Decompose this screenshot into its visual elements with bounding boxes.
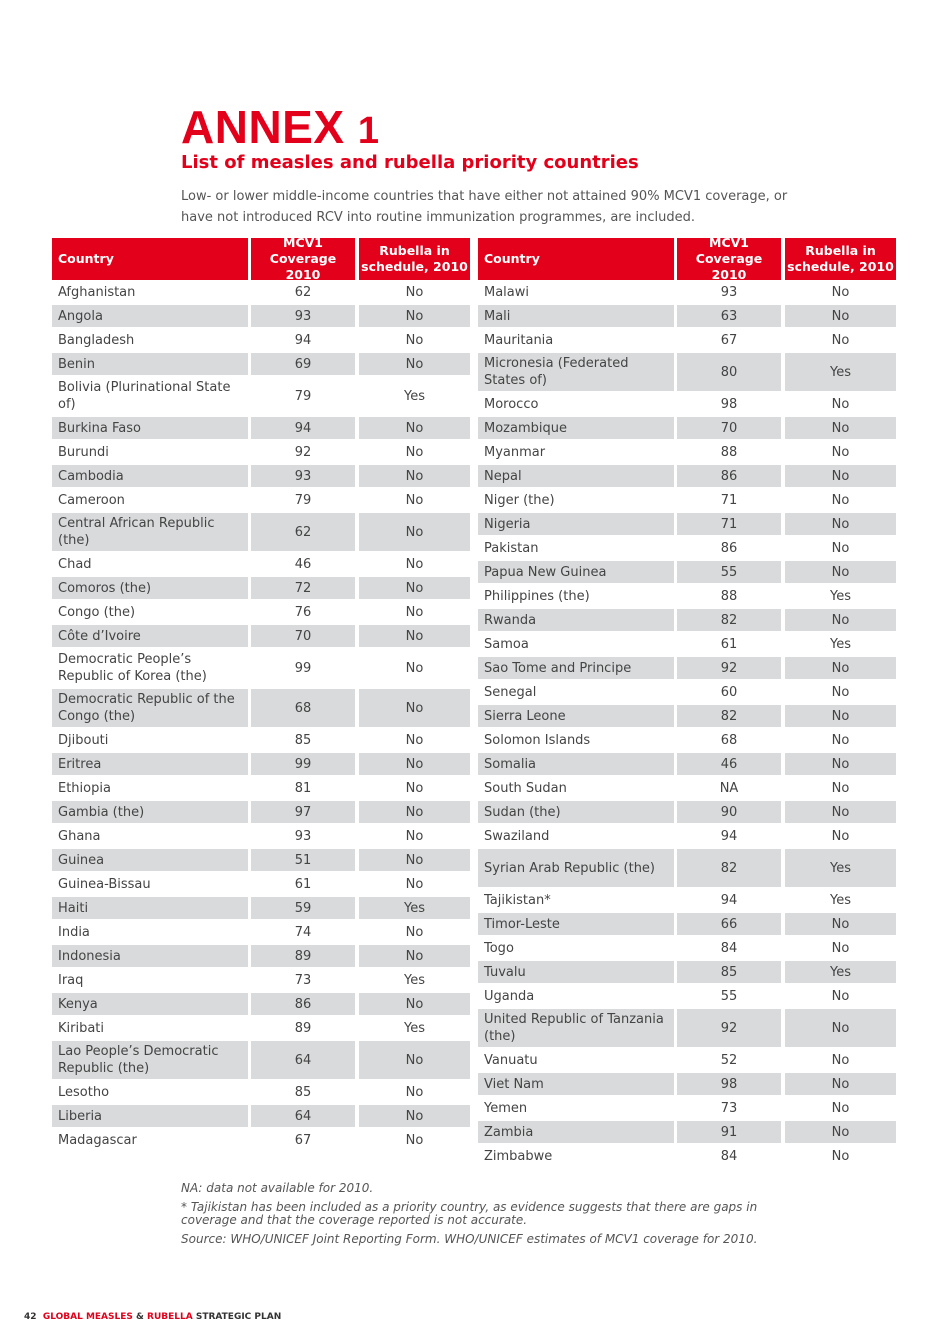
mcv1-cell: 79 (294, 492, 312, 508)
country-cell: Democratic People’s Republic of Korea (the) (58, 652, 207, 684)
header-mcv1: MCV1 Coverage 2010 (677, 238, 781, 280)
rubella-cell: No (831, 444, 850, 460)
country-cell: Zambia (478, 1121, 674, 1143)
mcv1-cell: 85 (294, 1084, 312, 1100)
table-row (52, 729, 472, 751)
note-source: Source: WHO/UNICEF Joint Reporting Form. WHO/UNICEF estimates of MCV1 coverage for 2010. (181, 1232, 758, 1246)
mcv1-cell: 71 (720, 492, 738, 508)
table-row (478, 1145, 898, 1167)
mcv1-cell: 64 (251, 1105, 355, 1127)
rubella-cell: No (785, 753, 896, 775)
country-cell: Zimbabwe (484, 1148, 553, 1164)
rubella-cell: Yes (830, 588, 851, 604)
mcv1-cell: 99 (251, 753, 355, 775)
rubella-cell: No (359, 945, 470, 967)
rubella-cell: No (359, 353, 470, 375)
country-cell: Timor-Leste (478, 913, 674, 935)
country-cell: Côte d’Ivoire (52, 625, 248, 647)
table-row (478, 849, 898, 887)
table-row (478, 1009, 898, 1047)
country-cell: Yemen (484, 1100, 528, 1116)
country-cell: Haiti (52, 897, 248, 919)
country-cell: Iraq (58, 972, 84, 988)
header-mcv1: MCV1 Coverage 2010 (251, 238, 355, 280)
country-cell: Afghanistan (58, 284, 136, 300)
country-cell: Gambia (the) (52, 801, 248, 823)
country-cell: Pakistan (484, 540, 539, 556)
mcv1-cell: 93 (251, 465, 355, 487)
mcv1-cell: 94 (251, 417, 355, 439)
mcv1-cell: 89 (294, 1020, 312, 1036)
rubella-cell: No (785, 1121, 896, 1143)
mcv1-cell: 86 (720, 540, 738, 556)
rubella-cell: Yes (404, 1020, 425, 1036)
table-row (52, 649, 472, 687)
table-row (52, 1017, 472, 1039)
header-country: Country (52, 238, 248, 280)
mcv1-cell: 66 (677, 913, 781, 935)
mcv1-cell: 94 (720, 892, 738, 908)
mcv1-cell: 59 (251, 897, 355, 919)
mcv1-cell: 82 (677, 849, 781, 887)
country-cell: Burkina Faso (52, 417, 248, 439)
rubella-cell: No (831, 396, 850, 412)
country-cell: Samoa (484, 636, 529, 652)
table-row (478, 801, 898, 823)
footnotes (181, 1182, 781, 1252)
rubella-cell: No (785, 417, 896, 439)
header-rubella: Rubella in schedule, 2010 (785, 238, 896, 280)
country-cell: Vanuatu (484, 1052, 538, 1068)
rubella-cell: No (785, 465, 896, 487)
intro-paragraph: Low- or lower middle-income countries that have either not attained 90% MCV1 coverage, or have not introduced RCV into routine immunization programmes, are included. (181, 189, 788, 225)
rubella-cell: No (831, 1148, 850, 1164)
rubella-cell: No (405, 1084, 424, 1100)
country-cell: Viet Nam (478, 1073, 674, 1095)
rubella-cell: No (831, 684, 850, 700)
country-cell: Syrian Arab Republic (the) (478, 849, 674, 887)
mcv1-cell: 94 (294, 332, 312, 348)
rubella-cell: No (359, 753, 470, 775)
mcv1-cell: 63 (677, 305, 781, 327)
rubella-cell: Yes (404, 972, 425, 988)
country-cell: Uganda (484, 988, 535, 1004)
country-cell: Cambodia (52, 465, 248, 487)
rubella-cell: No (785, 657, 896, 679)
mcv1-cell: NA (719, 780, 739, 796)
country-cell: Benin (52, 353, 248, 375)
rubella-cell: No (359, 1105, 470, 1127)
rubella-cell: No (359, 1041, 470, 1079)
table-row (52, 1081, 472, 1103)
mcv1-cell: 94 (720, 828, 738, 844)
country-cell: Swaziland (484, 828, 550, 844)
country-cell: Chad (58, 556, 92, 572)
annex-number: 1 (357, 110, 380, 152)
mcv1-cell: 68 (720, 732, 738, 748)
country-cell: South Sudan (484, 780, 567, 796)
country-cell: Guinea (52, 849, 248, 871)
table-row (52, 1105, 472, 1127)
mcv1-cell: 89 (251, 945, 355, 967)
rubella-cell: No (359, 577, 470, 599)
table-row (52, 993, 472, 1015)
table-header (478, 235, 898, 282)
table-row (478, 633, 898, 655)
rubella-cell: Yes (830, 636, 851, 652)
country-cell: Lesotho (58, 1084, 110, 1100)
country-cell: Solomon Islands (484, 732, 591, 748)
table-row (478, 1049, 898, 1071)
table-row (478, 753, 898, 775)
table-row (478, 913, 898, 935)
rubella-cell: No (359, 417, 470, 439)
mcv1-cell: 88 (720, 588, 738, 604)
country-cell: India (58, 924, 90, 940)
mcv1-cell: 86 (677, 465, 781, 487)
page-footer (24, 1312, 281, 1322)
mcv1-cell: 93 (720, 284, 738, 300)
rubella-cell: No (785, 609, 896, 631)
rubella-cell: No (359, 625, 470, 647)
mcv1-cell: 76 (294, 604, 312, 620)
mcv1-cell: 81 (294, 780, 312, 796)
table-row (52, 441, 472, 463)
mcv1-cell: 60 (720, 684, 738, 700)
table-row (478, 1097, 898, 1119)
table-row (52, 825, 472, 847)
mcv1-cell: 68 (251, 689, 355, 727)
table-row (478, 961, 898, 983)
table-row (478, 681, 898, 703)
country-cell: Mauritania (484, 332, 554, 348)
rubella-cell: No (405, 780, 424, 796)
table-row (52, 353, 472, 375)
table-row (52, 689, 472, 727)
mcv1-cell: 98 (677, 1073, 781, 1095)
rubella-cell: No (405, 876, 424, 892)
country-cell: Sierra Leone (478, 705, 674, 727)
rubella-cell: No (405, 444, 424, 460)
country-cell: Tuvalu (478, 961, 674, 983)
table-row (52, 921, 472, 943)
table-row (52, 969, 472, 991)
table-row (52, 873, 472, 895)
table-row (52, 329, 472, 351)
country-cell: Somalia (478, 753, 674, 775)
mcv1-cell: 46 (294, 556, 312, 572)
table-row (52, 1129, 472, 1151)
page-subtitle: List of measles and rubella priority countries (181, 152, 639, 173)
country-cell: Rwanda (478, 609, 674, 631)
mcv1-cell: 67 (294, 1132, 312, 1148)
rubella-cell: No (831, 1100, 850, 1116)
mcv1-cell: 61 (294, 876, 312, 892)
country-cell: Djibouti (58, 732, 109, 748)
country-cell: Philippines (the) (484, 588, 590, 604)
mcv1-cell: 99 (294, 660, 312, 676)
table-row (478, 609, 898, 631)
country-cell: Democratic Republic of the Congo (the) (52, 689, 248, 727)
rubella-cell: Yes (785, 849, 896, 887)
country-cell: Eritrea (52, 753, 248, 775)
page-number: 42 (24, 1312, 37, 1322)
rubella-cell: No (785, 913, 896, 935)
mcv1-cell: 67 (720, 332, 738, 348)
rubella-cell: No (831, 940, 850, 956)
mcv1-cell: 98 (720, 396, 738, 412)
country-cell: Senegal (484, 684, 537, 700)
table-row (52, 601, 472, 623)
rubella-cell: No (405, 660, 424, 676)
rubella-cell: No (405, 492, 424, 508)
table-row (478, 305, 898, 327)
table-row (478, 393, 898, 415)
table-row (478, 441, 898, 463)
mcv1-cell: 52 (720, 1052, 738, 1068)
table-row (478, 353, 898, 391)
table-row (478, 513, 898, 535)
table-row (52, 553, 472, 575)
rubella-cell: No (359, 849, 470, 871)
country-cell: United Republic of Tanzania (the) (478, 1009, 674, 1047)
footer-part3: STRATEGIC PLAN (195, 1312, 282, 1322)
mcv1-cell: 73 (720, 1100, 738, 1116)
country-cell: Mozambique (478, 417, 674, 439)
mcv1-cell: 90 (677, 801, 781, 823)
rubella-cell: No (359, 801, 470, 823)
country-cell: Central African Republic (the) (52, 513, 248, 551)
country-cell: Mali (478, 305, 674, 327)
rubella-cell: No (831, 284, 850, 300)
rubella-cell: No (831, 492, 850, 508)
mcv1-cell: 62 (294, 284, 312, 300)
mcv1-cell: 82 (677, 705, 781, 727)
country-cell: Cameroon (58, 492, 125, 508)
table-row (478, 889, 898, 911)
table-row (478, 729, 898, 751)
rubella-cell: No (359, 465, 470, 487)
mcv1-cell: 46 (677, 753, 781, 775)
country-cell: Kenya (52, 993, 248, 1015)
country-cell: Comoros (the) (52, 577, 248, 599)
table-body (478, 281, 898, 1167)
table-row (478, 465, 898, 487)
table-row (478, 537, 898, 559)
table-row (478, 585, 898, 607)
country-cell: Myanmar (484, 444, 546, 460)
footer-amp: & (136, 1312, 144, 1322)
rubella-cell: No (831, 732, 850, 748)
country-cell: Tajikistan* (484, 892, 551, 908)
mcv1-cell: 70 (251, 625, 355, 647)
table-row (52, 801, 472, 823)
rubella-cell: Yes (404, 388, 425, 404)
mcv1-cell: 61 (720, 636, 738, 652)
mcv1-cell: 70 (677, 417, 781, 439)
table-row (52, 577, 472, 599)
table-row (478, 825, 898, 847)
mcv1-cell: 84 (720, 1148, 738, 1164)
rubella-cell: No (359, 513, 470, 551)
footer-part2: RUBELLA (147, 1312, 193, 1322)
rubella-cell: No (359, 993, 470, 1015)
rubella-cell: No (785, 561, 896, 583)
country-cell: Ethiopia (58, 780, 111, 796)
rubella-cell: No (405, 1132, 424, 1148)
mcv1-cell: 80 (677, 353, 781, 391)
rubella-cell: No (405, 284, 424, 300)
rubella-cell: No (359, 305, 470, 327)
rubella-cell: No (359, 689, 470, 727)
mcv1-cell: 85 (677, 961, 781, 983)
rubella-cell: No (785, 801, 896, 823)
country-cell: Sudan (the) (478, 801, 674, 823)
rubella-cell: No (405, 924, 424, 940)
mcv1-cell: 64 (251, 1041, 355, 1079)
annex-word: ANNEX (181, 101, 345, 153)
mcv1-cell: 85 (294, 732, 312, 748)
rubella-cell: No (405, 828, 424, 844)
country-cell: Nigeria (478, 513, 674, 535)
table-row (478, 937, 898, 959)
rubella-cell: Yes (830, 892, 851, 908)
rubella-cell: No (405, 332, 424, 348)
country-cell: Papua New Guinea (478, 561, 674, 583)
country-cell: Niger (the) (484, 492, 555, 508)
table-row (52, 305, 472, 327)
country-cell: Togo (484, 940, 514, 956)
mcv1-cell: 51 (251, 849, 355, 871)
table-row (52, 897, 472, 919)
rubella-cell: No (405, 732, 424, 748)
rubella-cell: No (831, 332, 850, 348)
table-row (478, 329, 898, 351)
table-row (478, 657, 898, 679)
table-row (478, 777, 898, 799)
mcv1-cell: 93 (294, 828, 312, 844)
table-body (52, 281, 472, 1151)
table-header (52, 235, 472, 282)
table-row (478, 705, 898, 727)
note-na: NA: data not available for 2010. (181, 1181, 374, 1195)
rubella-cell: No (831, 1052, 850, 1068)
mcv1-cell: 93 (251, 305, 355, 327)
mcv1-cell: 86 (251, 993, 355, 1015)
mcv1-cell: 92 (677, 657, 781, 679)
table-left (52, 235, 472, 1153)
rubella-cell: No (831, 780, 850, 796)
footer-part1: GLOBAL MEASLES (42, 1312, 133, 1322)
table-row (478, 561, 898, 583)
mcv1-cell: 92 (294, 444, 312, 460)
table-row (52, 849, 472, 871)
mcv1-cell: 97 (251, 801, 355, 823)
table-row (478, 281, 898, 303)
rubella-cell: No (405, 556, 424, 572)
mcv1-cell: 55 (677, 561, 781, 583)
mcv1-cell: 71 (677, 513, 781, 535)
rubella-cell: No (785, 305, 896, 327)
mcv1-cell: 82 (677, 609, 781, 631)
table-row (52, 417, 472, 439)
rubella-cell: No (785, 513, 896, 535)
table-row (52, 377, 472, 415)
mcv1-cell: 91 (677, 1121, 781, 1143)
country-cell: Angola (52, 305, 248, 327)
table-row (52, 625, 472, 647)
country-cell: Morocco (484, 396, 539, 412)
country-cell: Guinea-Bissau (58, 876, 151, 892)
table-row (478, 985, 898, 1007)
rubella-cell: No (405, 604, 424, 620)
country-cell: Micronesia (Federated States of) (478, 353, 674, 391)
rubella-cell: Yes (359, 897, 470, 919)
mcv1-cell: 62 (251, 513, 355, 551)
table-row (52, 281, 472, 303)
table-row (478, 489, 898, 511)
rubella-cell: No (831, 828, 850, 844)
table-row (52, 777, 472, 799)
rubella-cell: Yes (785, 961, 896, 983)
table-row (52, 1041, 472, 1079)
table-row (52, 513, 472, 551)
table-right (478, 235, 898, 1169)
country-cell: Madagascar (58, 1132, 137, 1148)
country-cell: Congo (the) (58, 604, 136, 620)
country-cell: Nepal (478, 465, 674, 487)
rubella-cell: No (785, 1073, 896, 1095)
table-row (52, 465, 472, 487)
mcv1-cell: 79 (294, 388, 312, 404)
country-cell: Lao People’s Democratic Republic (the) (52, 1041, 248, 1079)
mcv1-cell: 72 (251, 577, 355, 599)
country-cell: Bolivia (Plurinational State of) (58, 380, 231, 412)
rubella-cell: No (785, 705, 896, 727)
country-cell: Ghana (58, 828, 101, 844)
mcv1-cell: 92 (677, 1009, 781, 1047)
rubella-cell: No (831, 540, 850, 556)
mcv1-cell: 88 (720, 444, 738, 460)
mcv1-cell: 69 (251, 353, 355, 375)
country-cell: Sao Tome and Principe (478, 657, 674, 679)
table-row (52, 489, 472, 511)
country-cell: Bangladesh (58, 332, 135, 348)
table-row (478, 417, 898, 439)
annex-title (181, 102, 379, 156)
table-row (52, 753, 472, 775)
country-cell: Kiribati (58, 1020, 105, 1036)
note-tajikistan: * Tajikistan has been included as a priority country, as evidence suggests that there are gaps in coverage and that the coverage reported is not accurate. (181, 1200, 758, 1227)
rubella-cell: No (785, 1009, 896, 1047)
country-cell: Indonesia (52, 945, 248, 967)
country-cell: Liberia (52, 1105, 248, 1127)
header-country: Country (478, 238, 674, 280)
rubella-cell: Yes (785, 353, 896, 391)
mcv1-cell: 55 (720, 988, 738, 1004)
table-row (52, 945, 472, 967)
mcv1-cell: 84 (720, 940, 738, 956)
rubella-cell: No (831, 988, 850, 1004)
table-row (478, 1073, 898, 1095)
mcv1-cell: 74 (294, 924, 312, 940)
table-row (478, 1121, 898, 1143)
mcv1-cell: 73 (294, 972, 312, 988)
country-cell: Burundi (58, 444, 109, 460)
header-rubella: Rubella in schedule, 2010 (359, 238, 470, 280)
country-cell: Malawi (484, 284, 530, 300)
